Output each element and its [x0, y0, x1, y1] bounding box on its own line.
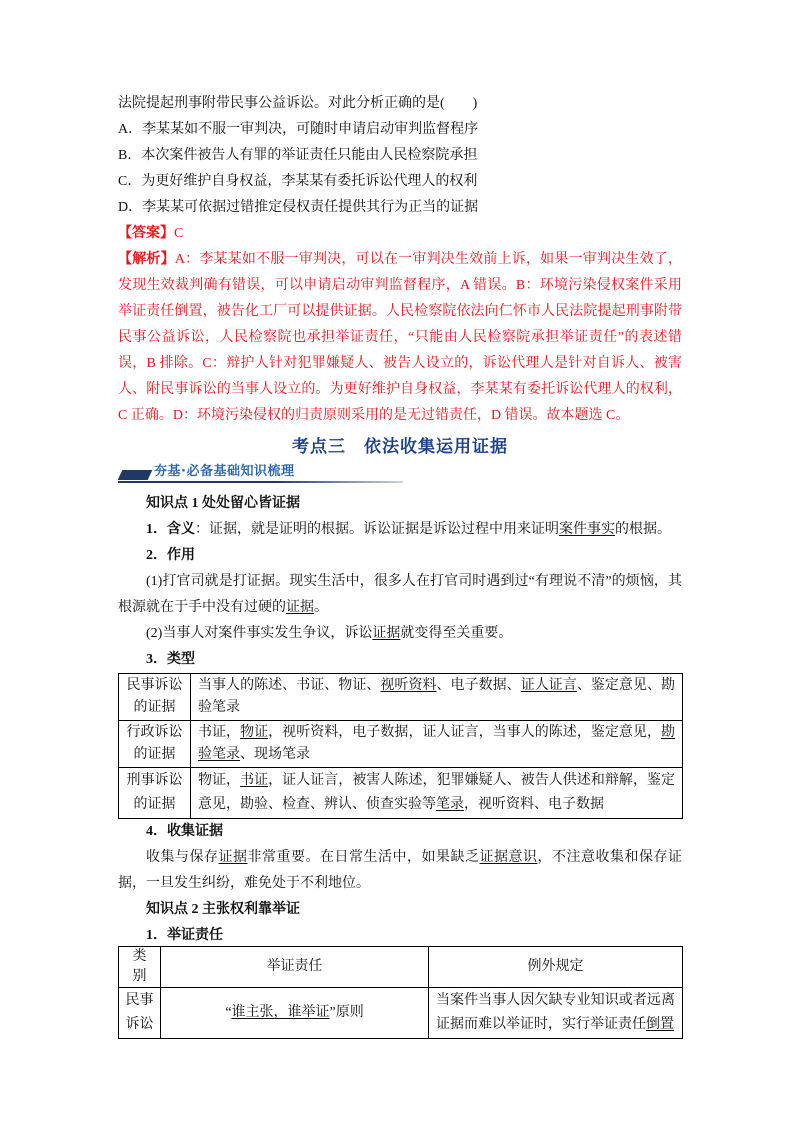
question-stem: 法院提起刑事附带民事公益诉讼。对此分析正确的是( ) [118, 96, 478, 111]
underlined-keyword: 谁主张，谁举证 [231, 1005, 330, 1020]
role-paragraph-1 [118, 569, 682, 621]
option-d: D．李某某可依据过错推定侵权责任提供其行为正当的证据 [118, 200, 479, 215]
meaning-label: 1．含义 [146, 522, 195, 537]
collect-heading: 4．收集证据 [146, 824, 223, 839]
underlined-keyword: 证人证言 [520, 678, 577, 693]
underlined-keyword: 证据 [286, 600, 314, 615]
row-category: 行政诉讼的证据 [119, 721, 191, 768]
option-b: B．本次案件被告人有罪的举证责任只能由人民检察院承担 [118, 148, 478, 163]
header-category: 类别 [119, 947, 161, 988]
underlined-keyword: 视听资料 [380, 678, 437, 693]
analysis-text: A：李某某如不服一审判决，可以在一审判决生效前上诉，如果一审判决生效了，发现生效裁判确有错误，可以申请启动审判监督程序，A 错误。B：环境污染侵权案件采用举证责任倒置，被告化工厂可以提供证据。人民检察院依法向仁怀市人民法院提起刑事附带民事公益诉讼，人民检察院也承担举证责任，“只能由人民检察院承担举证责任”的表述错误，B 排除。C：辩护人针对犯罪嫌疑人、被告人设立的，诉讼代理人是针对自诉人、被害人、附民事诉讼的当事人设立的。为更好维护自身权益，李某某有委托诉讼代理人的权利，C 正确。D：环境污染侵权的归责原则采用的是无过错责任，D 错误。故本题选 C。 [118, 252, 683, 423]
answer-value: C [174, 226, 184, 241]
table-row [119, 674, 683, 721]
role-text: 就变得至关重要。 [400, 626, 513, 641]
table-header-row [119, 947, 683, 988]
meaning-text: 的根据。 [615, 522, 671, 537]
cell-text: 、电子数据、 [436, 678, 521, 693]
answer-line [118, 221, 682, 247]
evidence-types-table [118, 673, 683, 819]
underlined-keyword: 笔录 [436, 797, 464, 812]
underlined-keyword: 勘验笔录 [198, 725, 676, 762]
types-heading: 3．类型 [146, 652, 195, 667]
underlined-keyword: 物证 [240, 725, 269, 740]
knowledge-point-1-title: 知识点 1 处处留心皆证据 [146, 496, 300, 511]
banner-title: 夯基·必备基础知识梳理 [154, 464, 295, 479]
cell-text: 、现场笔录 [240, 747, 310, 762]
burden-of-proof-table [118, 946, 683, 1039]
cell-text: ，视听资料、电子数据 [464, 797, 604, 812]
role-paragraph-2 [118, 621, 682, 647]
collect-paragraph [118, 845, 682, 897]
collect-text: ，不注意收集和保存证据，一旦发生纠纷，难免处于不利地位。 [118, 850, 682, 891]
role-text: (1)打官司就是打证据。现实生活中，很多人在打官司时遇到过“有理说不清”的烦恼，其根源就在于手中没有过硬的 [118, 574, 682, 615]
page-content [118, 91, 682, 1039]
cell-text: 当事人的陈述、书证、物证、 [198, 678, 381, 693]
table-row [119, 988, 683, 1039]
row-category: 民事诉讼的证据 [119, 674, 191, 721]
cell-text: ，证人证言，被害人陈述，犯罪嫌疑人、被告人供述和辩解，鉴定意见，勘验、检查、辨认、侦查实验等 [198, 773, 676, 812]
meaning-paragraph [118, 517, 682, 543]
cell-text: 、鉴定意见、勘验笔录 [198, 678, 676, 715]
cell-text: ，视听资料，电子数据，证人证言，当事人的陈述，鉴定意见， [268, 725, 662, 740]
role-text: (2)当事人对案件事实发生争议，诉讼 [146, 626, 373, 641]
collect-text: 非常重要。在日常生活中，如果缺乏 [247, 850, 480, 865]
knowledge-point-2-title: 知识点 2 主张权利靠举证 [146, 902, 300, 917]
analysis-paragraph [118, 247, 682, 429]
header-burden: 举证责任 [161, 947, 429, 988]
meaning-text: ：证据，就是证明的根据。诉讼证据是诉讼过程中用来证明 [195, 522, 559, 537]
collect-text: 收集与保存 [146, 850, 219, 865]
cell-text: 物证， [198, 773, 241, 788]
row-principle [161, 988, 429, 1039]
row-category: 刑事诉讼的证据 [119, 768, 191, 819]
underlined-keyword: 书证 [240, 773, 269, 788]
underlined-keyword: 证据 [218, 850, 248, 865]
section-banner [118, 461, 682, 485]
table-row [119, 768, 683, 819]
cell-text: 当案件当事人因欠缺专业知识或者远离证据而难以举证时，实行举证责任 [436, 993, 675, 1032]
table-row [119, 721, 683, 768]
banner-decor-block [118, 470, 153, 480]
underlined-keyword: 证据意识 [479, 850, 538, 865]
row-content [191, 674, 683, 721]
option-c: C．为更好维护自身权益，李某某有委托诉讼代理人的权利 [118, 174, 478, 189]
option-a: A．李某某如不服一审判决，可随时申请启动审判监督程序 [118, 122, 479, 137]
header-exception: 例外规定 [429, 947, 683, 988]
role-text: 。 [314, 600, 328, 615]
row-category: 民事诉讼 [119, 988, 161, 1039]
row-exception [429, 988, 683, 1039]
underlined-keyword: 案件事实 [559, 522, 615, 537]
row-content [191, 721, 683, 768]
cell-text: “ [225, 1005, 232, 1020]
row-content [191, 768, 683, 819]
underlined-keyword: 倒置 [646, 1017, 674, 1032]
burden-heading: 1．举证责任 [146, 928, 223, 943]
banner-underline [118, 481, 403, 483]
section-title: 考点三 依法收集运用证据 [292, 437, 508, 456]
underlined-keyword: 证据 [372, 626, 401, 641]
analysis-label: 【解析】 [118, 252, 175, 267]
role-heading: 2．作用 [146, 548, 195, 563]
answer-label: 【答案】 [118, 226, 174, 241]
cell-text: ”原则 [329, 1005, 364, 1020]
cell-text: 书证， [198, 725, 241, 740]
